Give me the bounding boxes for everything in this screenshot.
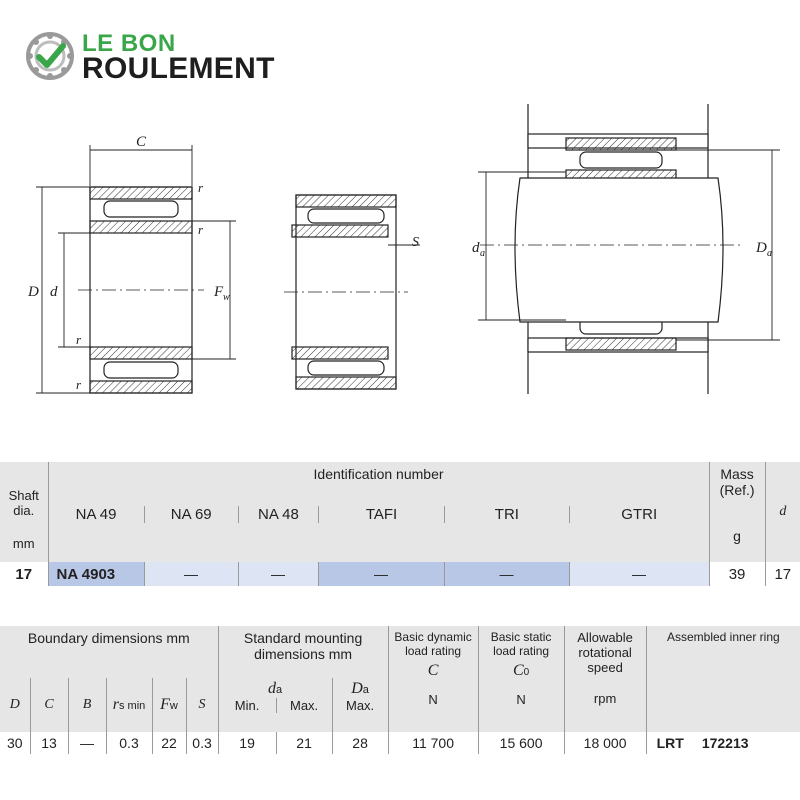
boundary-header: Boundary dimensions mm xyxy=(27,630,190,646)
identification-table xyxy=(0,462,800,586)
d-header: d xyxy=(765,462,800,562)
bearing-without-inner-ring xyxy=(284,195,420,389)
tri-value: — xyxy=(444,562,569,586)
bearing-with-inner-ring xyxy=(78,187,204,393)
B-value: — xyxy=(68,732,106,754)
sym-D: D xyxy=(9,697,20,712)
D-value: 30 xyxy=(6,735,23,751)
col-na48: NA 48 xyxy=(238,506,318,523)
table-row xyxy=(0,732,800,754)
sym-C: C xyxy=(30,678,68,732)
col-na69: NA 69 xyxy=(144,506,238,523)
standard-mounting-header: Standard mounting dimensions mm xyxy=(218,626,388,678)
brand-logo xyxy=(24,28,324,84)
bearing-technical-drawing xyxy=(0,90,800,460)
Da-header: Da Max. xyxy=(332,678,388,732)
static-rating-header: Basic static load rating C0 N xyxy=(478,626,564,732)
col-tafi: TAFI xyxy=(318,506,444,523)
label-Da-sub: a xyxy=(767,248,772,259)
label-D: D xyxy=(28,284,39,300)
col-tri: TRI xyxy=(444,506,569,523)
mass-header: Mass (Ref.) g xyxy=(709,462,765,562)
label-d: d xyxy=(50,284,58,300)
r-value: 0.3 xyxy=(106,732,152,754)
label-Fw: F xyxy=(214,284,224,300)
label-Da: D xyxy=(756,240,767,256)
label-da: d xyxy=(472,240,480,256)
mass-value: 39 xyxy=(709,562,765,586)
table-row xyxy=(0,562,800,586)
da-header: da Min. Max. xyxy=(218,678,332,732)
brand-line2: ROULEMENT xyxy=(82,52,275,85)
sym-Fw: Fw xyxy=(152,678,186,732)
na48-value: — xyxy=(238,562,318,586)
na49-value: NA 4903 xyxy=(48,562,144,586)
da-max-value: 21 xyxy=(276,732,332,754)
C-value: 13 xyxy=(30,732,68,754)
na69-value: — xyxy=(144,562,238,586)
sym-r: rs min xyxy=(106,678,152,732)
speed-header: Allowable rotational speed rpm xyxy=(564,626,646,732)
da-min-value: 19 xyxy=(218,732,276,754)
label-da-sub: a xyxy=(480,248,485,259)
shaft-header: Shaft dia. mm xyxy=(8,488,39,551)
dynamic-rating-header: Basic dynamic load rating C N xyxy=(388,626,478,732)
shaft-value: 17 xyxy=(15,565,33,583)
label-Fw-sub: w xyxy=(223,292,230,303)
Fw-value: 22 xyxy=(152,732,186,754)
label-r-bottom: r xyxy=(76,377,82,392)
static-rating-value: 15 600 xyxy=(478,732,564,754)
brand-line1: LE BON xyxy=(82,30,176,57)
label-S: S xyxy=(412,235,419,250)
tafi-value: — xyxy=(318,562,444,586)
col-gtri: GTRI xyxy=(569,506,709,523)
label-r-top: r xyxy=(198,180,204,195)
label-C: C xyxy=(136,134,147,150)
gtri-value: — xyxy=(569,562,709,586)
mounting-assembly xyxy=(478,104,780,394)
label-r-inner: r xyxy=(198,222,204,237)
sym-S: S xyxy=(186,678,218,732)
inner-ring-value: LRT 172213 xyxy=(646,732,800,754)
ident-header: Identification number NA 49 NA 69 NA 48 TAFI TRI GTRI xyxy=(48,462,709,562)
dynamic-rating-value: 11 700 xyxy=(388,732,478,754)
sym-B: B xyxy=(68,678,106,732)
S-value: 0.3 xyxy=(186,732,218,754)
d-value: 17 xyxy=(765,562,800,586)
inner-ring-header: Assembled inner ring xyxy=(646,626,800,732)
col-na49: NA 49 xyxy=(75,506,117,523)
speed-value: 18 000 xyxy=(564,732,646,754)
gear-check-icon xyxy=(24,30,76,82)
dimensions-table xyxy=(0,626,800,754)
Da-max-value: 28 xyxy=(332,732,388,754)
label-r-lower: r xyxy=(76,332,82,347)
